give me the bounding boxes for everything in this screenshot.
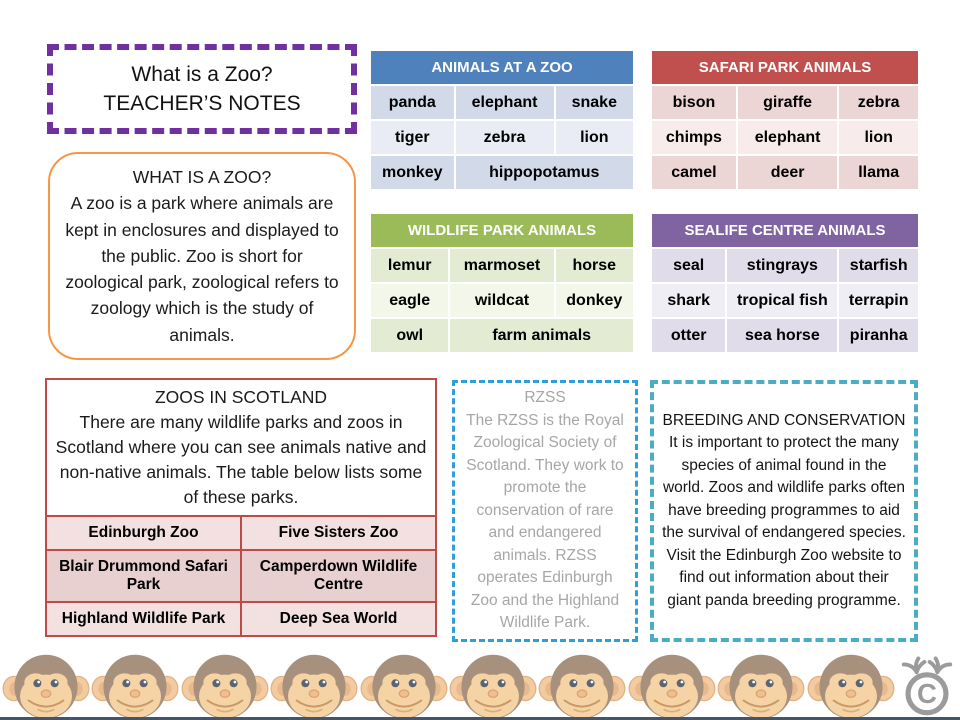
what-box-body: A zoo is a park where animals are kept in enclosures and displayed to the public. Zoo is short for zoological park, zoological refers to zoology which is the study of animals. (65, 193, 339, 345)
animal-cell: snake (556, 86, 633, 119)
animal-cell: llama (839, 156, 918, 189)
animal-cell: shark (652, 284, 725, 317)
copyright-antlers-icon (896, 655, 958, 717)
park-cell: Edinburgh Zoo (46, 516, 241, 550)
monkey-face-icon (270, 653, 358, 717)
animal-cell: marmoset (450, 249, 553, 282)
monkey-row (0, 650, 960, 717)
animal-cell: zebra (839, 86, 918, 119)
park-cell: Highland Wildlife Park (46, 602, 241, 636)
animal-cell: starfish (839, 249, 918, 282)
safari-park-table (650, 49, 920, 191)
zoos-in-scotland-section (45, 378, 437, 637)
animal-cell: eagle (371, 284, 448, 317)
park-cell: Camperdown Wildlife Centre (241, 550, 436, 602)
animal-cell: donkey (556, 284, 633, 317)
monkey-face-icon (181, 653, 269, 717)
animal-cell: tropical fish (727, 284, 837, 317)
animal-cell: giraffe (738, 86, 838, 119)
animal-cell: lemur (371, 249, 448, 282)
park-cell: Five Sisters Zoo (241, 516, 436, 550)
animal-cell: elephant (456, 86, 554, 119)
monkey-face-icon (538, 653, 626, 717)
animal-cell: elephant (738, 121, 838, 154)
animal-cell: tiger (371, 121, 454, 154)
animal-cell: lion (556, 121, 633, 154)
table-title: ANIMALS AT A ZOO (371, 51, 633, 84)
title-box (47, 44, 357, 134)
table-title: WILDLIFE PARK ANIMALS (371, 214, 633, 247)
monkey-face-icon (2, 653, 90, 717)
animal-cell: camel (652, 156, 736, 189)
monkey-face-icon (717, 653, 805, 717)
rzss-heading: RZSS (524, 389, 566, 407)
sealife-centre-table (650, 212, 920, 354)
animal-cell: otter (652, 319, 725, 352)
breeding-body: It is important to protect the many species of animal found in the world. Zoos and wildlife parks often have breeding programmes to aid the survival of endangered species. Visit the Edinburgh Zoo website to find out information about their giant panda breeding programme. (662, 434, 906, 609)
animal-cell: horse (556, 249, 633, 282)
monkey-face-icon (360, 653, 448, 717)
park-cell: Blair Drummond Safari Park (46, 550, 241, 602)
what-is-a-zoo-box (48, 152, 356, 360)
animal-cell: lion (839, 121, 918, 154)
scotland-heading: ZOOS IN SCOTLAND (154, 387, 328, 408)
scotland-body: There are many wildlife parks and zoos in Scotland where you can see animals native and non-native animals. The table below lists some of these parks. (55, 412, 427, 507)
animals-at-zoo-table (369, 49, 635, 191)
animal-cell: farm animals (450, 319, 633, 352)
rzss-body: The RZSS is the Royal Zoological Society of Scotland. They work to promote the conservation of rare and endangered animals. RZSS operates Edinburgh Zoo and the Highland Wildlife Park. (466, 411, 624, 632)
park-cell: Deep Sea World (241, 602, 436, 636)
slide-title-line2: TEACHER’S NOTES (103, 92, 301, 115)
animal-cell: seal (652, 249, 725, 282)
animal-cell: panda (371, 86, 454, 119)
animal-cell: chimps (652, 121, 736, 154)
animal-cell: bison (652, 86, 736, 119)
animal-cell: deer (738, 156, 838, 189)
table-title: SAFARI PARK ANIMALS (652, 51, 918, 84)
monkey-face-icon (807, 653, 895, 717)
animal-cell: wildcat (450, 284, 553, 317)
breeding-heading: BREEDING AND CONSERVATION (662, 411, 906, 429)
svg-text:C: C (916, 678, 937, 710)
scotland-parks-table (45, 515, 437, 637)
animal-cell: hippopotamus (456, 156, 633, 189)
monkey-face-icon (449, 653, 537, 717)
animal-cell: stingrays (727, 249, 837, 282)
rzss-box (452, 380, 638, 642)
monkey-face-icon (91, 653, 179, 717)
animal-cell: terrapin (839, 284, 918, 317)
slide-title-line1: What is a Zoo? (131, 62, 273, 86)
table-title: SEALIFE CENTRE ANIMALS (652, 214, 918, 247)
animal-cell: monkey (371, 156, 454, 189)
wildlife-park-table (369, 212, 635, 354)
animal-cell: piranha (839, 319, 918, 352)
breeding-conservation-box (650, 380, 918, 642)
animal-cell: zebra (456, 121, 554, 154)
monkey-face-icon (628, 653, 716, 717)
animal-cell: sea horse (727, 319, 837, 352)
zoos-in-scotland-box (45, 378, 437, 517)
what-box-heading: WHAT IS A ZOO? (132, 167, 272, 188)
animal-cell: owl (371, 319, 448, 352)
